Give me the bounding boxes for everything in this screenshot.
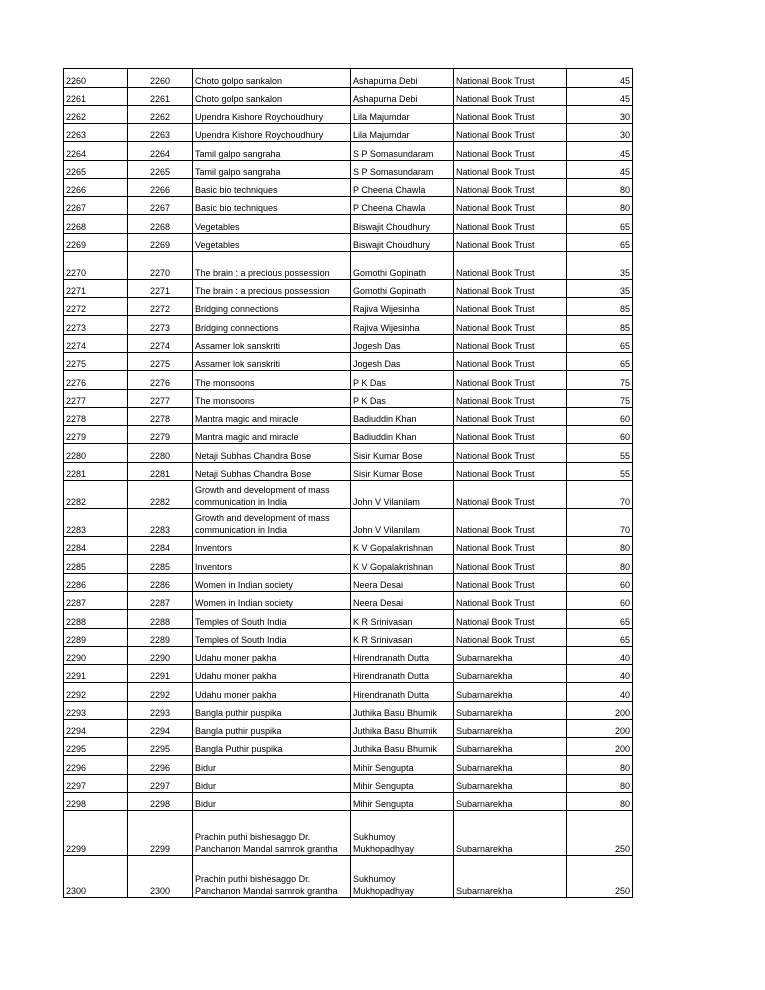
publisher-cell: National Book Trust — [454, 537, 567, 555]
table-row — [64, 124, 633, 142]
accession-number-cell: 2278 — [64, 408, 128, 426]
price-cell: 200 — [567, 738, 633, 756]
accession-number-cell: 2286 — [64, 574, 128, 592]
title-cell: Temples of South India — [193, 629, 351, 647]
title-cell: Tamil galpo sangraha — [193, 161, 351, 179]
accession-number-cell: 2279 — [64, 426, 128, 444]
publisher-cell: National Book Trust — [454, 280, 567, 298]
accession-number-cell: 2291 — [64, 665, 128, 683]
book-number-cell: 2286 — [128, 574, 193, 592]
author-cell: P K Das — [351, 371, 454, 390]
book-number-cell: 2299 — [128, 811, 193, 856]
table-row — [64, 408, 633, 426]
price-cell: 80 — [567, 197, 633, 215]
table-row — [64, 629, 633, 647]
title-cell: Vegetables — [193, 215, 351, 234]
accession-number-cell: 2282 — [64, 481, 128, 509]
book-number-cell: 2278 — [128, 408, 193, 426]
title-cell: Vegetables — [193, 234, 351, 252]
accession-number-cell: 2269 — [64, 234, 128, 252]
accession-number-cell: 2275 — [64, 353, 128, 371]
publisher-cell: National Book Trust — [454, 426, 567, 444]
accession-number-cell: 2273 — [64, 316, 128, 335]
title-cell: Women in Indian society — [193, 592, 351, 610]
publisher-cell: National Book Trust — [454, 161, 567, 179]
table-row — [64, 793, 633, 811]
accession-number-cell: 2292 — [64, 683, 128, 702]
table-row — [64, 197, 633, 215]
author-cell: Mihir Sengupta — [351, 793, 454, 811]
book-number-cell: 2289 — [128, 629, 193, 647]
book-number-cell: 2293 — [128, 702, 193, 720]
title-cell: Assamer lok sanskriti — [193, 335, 351, 353]
table-row — [64, 574, 633, 592]
book-number-cell: 2268 — [128, 215, 193, 234]
author-cell: Sisir Kumar Bose — [351, 463, 454, 481]
accession-number-cell: 2293 — [64, 702, 128, 720]
publisher-cell: National Book Trust — [454, 610, 567, 629]
accession-number-cell: 2281 — [64, 463, 128, 481]
publisher-cell: National Book Trust — [454, 69, 567, 88]
table-row — [64, 426, 633, 444]
author-cell: Neera Desai — [351, 592, 454, 610]
publisher-cell: National Book Trust — [454, 353, 567, 371]
author-cell: P Cheena Chawla — [351, 179, 454, 197]
author-cell: Sukhumoy Mukhopadhyay — [351, 811, 454, 856]
author-cell: Sukhumoy Mukhopadhyay — [351, 856, 454, 898]
author-cell: Sisir Kumar Bose — [351, 444, 454, 463]
book-number-cell: 2275 — [128, 353, 193, 371]
price-cell: 70 — [567, 509, 633, 537]
book-number-cell: 2267 — [128, 197, 193, 215]
publisher-cell: National Book Trust — [454, 444, 567, 463]
table-row — [64, 683, 633, 702]
author-cell: P K Das — [351, 390, 454, 408]
price-cell: 40 — [567, 665, 633, 683]
title-cell: Bidur — [193, 775, 351, 793]
title-cell: Bridging connections — [193, 316, 351, 335]
price-cell: 65 — [567, 610, 633, 629]
accession-number-cell: 2288 — [64, 610, 128, 629]
author-cell: Hirendranath Dutta — [351, 647, 454, 665]
table-row — [64, 88, 633, 106]
publisher-cell: Subarnarekha — [454, 793, 567, 811]
title-cell: Prachin puthi bishesaggo Dr. Panchanon Mandal samrok grantha — [193, 856, 351, 898]
book-number-cell: 2296 — [128, 756, 193, 775]
accession-number-cell: 2283 — [64, 509, 128, 537]
publisher-cell: Subarnarekha — [454, 856, 567, 898]
author-cell: Biswajit Choudhury — [351, 215, 454, 234]
author-cell: Hirendranath Dutta — [351, 665, 454, 683]
price-cell: 80 — [567, 793, 633, 811]
publisher-cell: National Book Trust — [454, 509, 567, 537]
title-cell: Bidur — [193, 793, 351, 811]
title-cell: Growth and development of mass communication in India — [193, 509, 351, 537]
author-cell: Badiuddin Khan — [351, 408, 454, 426]
table-row — [64, 555, 633, 574]
table-row — [64, 371, 633, 390]
book-number-cell: 2272 — [128, 298, 193, 316]
accession-number-cell: 2298 — [64, 793, 128, 811]
accession-number-cell: 2266 — [64, 179, 128, 197]
accession-number-cell: 2265 — [64, 161, 128, 179]
book-number-cell: 2284 — [128, 537, 193, 555]
title-cell: Udahu moner pakha — [193, 647, 351, 665]
publisher-cell: National Book Trust — [454, 574, 567, 592]
author-cell: John V Vilanilam — [351, 481, 454, 509]
publisher-cell: National Book Trust — [454, 335, 567, 353]
publisher-cell: Subarnarekha — [454, 738, 567, 756]
title-cell: Bangla puthir puspika — [193, 720, 351, 738]
table-row — [64, 463, 633, 481]
publisher-cell: Subarnarekha — [454, 811, 567, 856]
title-cell: Upendra Kishore Roychoudhury — [193, 106, 351, 124]
accession-number-cell: 2300 — [64, 856, 128, 898]
title-cell: Udahu moner pakha — [193, 665, 351, 683]
title-cell: Basic bio techniques — [193, 179, 351, 197]
price-cell: 200 — [567, 720, 633, 738]
publisher-cell: National Book Trust — [454, 106, 567, 124]
author-cell: Jogesh Das — [351, 335, 454, 353]
table-row — [64, 234, 633, 252]
table-row — [64, 856, 633, 898]
accession-number-cell: 2280 — [64, 444, 128, 463]
table-row — [64, 142, 633, 161]
book-number-cell: 2279 — [128, 426, 193, 444]
title-cell: Udahu moner pakha — [193, 683, 351, 702]
publisher-cell: National Book Trust — [454, 142, 567, 161]
book-number-cell: 2288 — [128, 610, 193, 629]
accession-number-cell: 2295 — [64, 738, 128, 756]
title-cell: Bidur — [193, 756, 351, 775]
author-cell: K R Srinivasan — [351, 629, 454, 647]
price-cell: 65 — [567, 335, 633, 353]
title-cell: Tamil galpo sangraha — [193, 142, 351, 161]
price-cell: 40 — [567, 683, 633, 702]
table-row — [64, 811, 633, 856]
price-cell: 45 — [567, 161, 633, 179]
table-row — [64, 537, 633, 555]
accession-number-cell: 2287 — [64, 592, 128, 610]
author-cell: Gomothi Gopinath — [351, 280, 454, 298]
publisher-cell: National Book Trust — [454, 197, 567, 215]
title-cell: Temples of South India — [193, 610, 351, 629]
publisher-cell: Subarnarekha — [454, 683, 567, 702]
price-cell: 80 — [567, 756, 633, 775]
title-cell: Upendra Kishore Roychoudhury — [193, 124, 351, 142]
title-cell: Bridging connections — [193, 298, 351, 316]
price-cell: 45 — [567, 142, 633, 161]
price-cell: 80 — [567, 555, 633, 574]
publisher-cell: National Book Trust — [454, 215, 567, 234]
price-cell: 65 — [567, 215, 633, 234]
accession-number-cell: 2274 — [64, 335, 128, 353]
author-cell: K V Gopalakrishnan — [351, 555, 454, 574]
title-cell: Prachin puthi bishesaggo Dr. Panchanon Mandal samrok grantha — [193, 811, 351, 856]
table-row — [64, 179, 633, 197]
title-cell: Choto golpo sankalon — [193, 88, 351, 106]
accession-number-cell: 2297 — [64, 775, 128, 793]
price-cell: 70 — [567, 481, 633, 509]
table-row — [64, 298, 633, 316]
accession-number-cell: 2277 — [64, 390, 128, 408]
accession-number-cell: 2267 — [64, 197, 128, 215]
price-cell: 200 — [567, 702, 633, 720]
table-row — [64, 775, 633, 793]
author-cell: Badiuddin Khan — [351, 426, 454, 444]
price-cell: 65 — [567, 234, 633, 252]
author-cell: K V Gopalakrishnan — [351, 537, 454, 555]
price-cell: 85 — [567, 316, 633, 335]
price-cell: 75 — [567, 390, 633, 408]
price-cell: 75 — [567, 371, 633, 390]
book-number-cell: 2270 — [128, 252, 193, 280]
book-number-cell: 2292 — [128, 683, 193, 702]
author-cell: Ashapurna Debi — [351, 88, 454, 106]
publisher-cell: National Book Trust — [454, 371, 567, 390]
publisher-cell: National Book Trust — [454, 390, 567, 408]
publisher-cell: National Book Trust — [454, 629, 567, 647]
price-cell: 65 — [567, 353, 633, 371]
price-cell: 40 — [567, 647, 633, 665]
price-cell: 30 — [567, 124, 633, 142]
title-cell: Inventors — [193, 537, 351, 555]
price-cell: 60 — [567, 574, 633, 592]
table-row — [64, 353, 633, 371]
table-row — [64, 610, 633, 629]
book-number-cell: 2261 — [128, 88, 193, 106]
publisher-cell: National Book Trust — [454, 234, 567, 252]
publisher-cell: National Book Trust — [454, 408, 567, 426]
author-cell: S P Somasundaram — [351, 142, 454, 161]
book-number-cell: 2274 — [128, 335, 193, 353]
author-cell: Lila Majumdar — [351, 106, 454, 124]
accession-number-cell: 2284 — [64, 537, 128, 555]
book-number-cell: 2300 — [128, 856, 193, 898]
catalog-table-body — [64, 69, 633, 898]
title-cell: Inventors — [193, 555, 351, 574]
table-row — [64, 738, 633, 756]
table-row — [64, 161, 633, 179]
table-row — [64, 335, 633, 353]
catalog-table — [63, 68, 633, 898]
book-number-cell: 2273 — [128, 316, 193, 335]
publisher-cell: National Book Trust — [454, 179, 567, 197]
table-row — [64, 106, 633, 124]
accession-number-cell: 2261 — [64, 88, 128, 106]
publisher-cell: Subarnarekha — [454, 775, 567, 793]
accession-number-cell: 2285 — [64, 555, 128, 574]
title-cell: The brain : a precious possession — [193, 252, 351, 280]
publisher-cell: National Book Trust — [454, 252, 567, 280]
accession-number-cell: 2264 — [64, 142, 128, 161]
table-row — [64, 756, 633, 775]
accession-number-cell: 2276 — [64, 371, 128, 390]
table-row — [64, 665, 633, 683]
title-cell: Bangla puthir puspika — [193, 702, 351, 720]
publisher-cell: National Book Trust — [454, 592, 567, 610]
accession-number-cell: 2299 — [64, 811, 128, 856]
book-number-cell: 2276 — [128, 371, 193, 390]
author-cell: Neera Desai — [351, 574, 454, 592]
price-cell: 60 — [567, 408, 633, 426]
author-cell: Mihir Sengupta — [351, 756, 454, 775]
publisher-cell: National Book Trust — [454, 88, 567, 106]
title-cell: Assamer lok sanskriti — [193, 353, 351, 371]
price-cell: 45 — [567, 88, 633, 106]
author-cell: Biswajit Choudhury — [351, 234, 454, 252]
publisher-cell: Subarnarekha — [454, 756, 567, 775]
publisher-cell: National Book Trust — [454, 124, 567, 142]
author-cell: Juthika Basu Bhumik — [351, 738, 454, 756]
book-number-cell: 2291 — [128, 665, 193, 683]
title-cell: Choto golpo sankalon — [193, 69, 351, 88]
price-cell: 35 — [567, 252, 633, 280]
table-row — [64, 509, 633, 537]
book-number-cell: 2282 — [128, 481, 193, 509]
accession-number-cell: 2263 — [64, 124, 128, 142]
accession-number-cell: 2290 — [64, 647, 128, 665]
accession-number-cell: 2271 — [64, 280, 128, 298]
price-cell: 65 — [567, 629, 633, 647]
title-cell: The brain : a precious possession — [193, 280, 351, 298]
table-row — [64, 215, 633, 234]
author-cell: Jogesh Das — [351, 353, 454, 371]
price-cell: 250 — [567, 856, 633, 898]
publisher-cell: National Book Trust — [454, 298, 567, 316]
table-row — [64, 592, 633, 610]
publisher-cell: National Book Trust — [454, 481, 567, 509]
table-row — [64, 390, 633, 408]
publisher-cell: Subarnarekha — [454, 665, 567, 683]
author-cell: P Cheena Chawla — [351, 197, 454, 215]
accession-number-cell: 2294 — [64, 720, 128, 738]
book-number-cell: 2295 — [128, 738, 193, 756]
price-cell: 250 — [567, 811, 633, 856]
author-cell: Rajiva Wijesinha — [351, 298, 454, 316]
book-number-cell: 2266 — [128, 179, 193, 197]
accession-number-cell: 2260 — [64, 69, 128, 88]
table-row — [64, 702, 633, 720]
author-cell: Ashapurna Debi — [351, 69, 454, 88]
book-number-cell: 2264 — [128, 142, 193, 161]
title-cell: Women in Indian society — [193, 574, 351, 592]
title-cell: Basic bio techniques — [193, 197, 351, 215]
book-number-cell: 2285 — [128, 555, 193, 574]
accession-number-cell: 2268 — [64, 215, 128, 234]
accession-number-cell: 2289 — [64, 629, 128, 647]
author-cell: Gomothi Gopinath — [351, 252, 454, 280]
accession-number-cell: 2272 — [64, 298, 128, 316]
author-cell: Rajiva Wijesinha — [351, 316, 454, 335]
author-cell: Mihir Sengupta — [351, 775, 454, 793]
table-row — [64, 316, 633, 335]
table-row — [64, 280, 633, 298]
table-row — [64, 69, 633, 88]
table-row — [64, 481, 633, 509]
publisher-cell: National Book Trust — [454, 555, 567, 574]
publisher-cell: Subarnarekha — [454, 720, 567, 738]
price-cell: 55 — [567, 463, 633, 481]
book-number-cell: 2260 — [128, 69, 193, 88]
price-cell: 80 — [567, 179, 633, 197]
title-cell: The monsoons — [193, 390, 351, 408]
publisher-cell: Subarnarekha — [454, 647, 567, 665]
book-number-cell: 2281 — [128, 463, 193, 481]
accession-number-cell: 2262 — [64, 106, 128, 124]
book-number-cell: 2262 — [128, 106, 193, 124]
book-number-cell: 2283 — [128, 509, 193, 537]
price-cell: 80 — [567, 537, 633, 555]
book-number-cell: 2269 — [128, 234, 193, 252]
book-number-cell: 2298 — [128, 793, 193, 811]
author-cell: Hirendranath Dutta — [351, 683, 454, 702]
book-number-cell: 2294 — [128, 720, 193, 738]
table-row — [64, 252, 633, 280]
accession-number-cell: 2270 — [64, 252, 128, 280]
book-number-cell: 2290 — [128, 647, 193, 665]
author-cell: John V Vilanilam — [351, 509, 454, 537]
title-cell: Mantra magic and miracle — [193, 408, 351, 426]
book-number-cell: 2277 — [128, 390, 193, 408]
title-cell: Netaji Subhas Chandra Bose — [193, 463, 351, 481]
price-cell: 60 — [567, 592, 633, 610]
author-cell: Lila Majumdar — [351, 124, 454, 142]
price-cell: 30 — [567, 106, 633, 124]
book-number-cell: 2265 — [128, 161, 193, 179]
accession-number-cell: 2296 — [64, 756, 128, 775]
title-cell: Mantra magic and miracle — [193, 426, 351, 444]
table-row — [64, 444, 633, 463]
publisher-cell: National Book Trust — [454, 316, 567, 335]
book-number-cell: 2297 — [128, 775, 193, 793]
publisher-cell: National Book Trust — [454, 463, 567, 481]
author-cell: Juthika Basu Bhumik — [351, 720, 454, 738]
price-cell: 45 — [567, 69, 633, 88]
author-cell: Juthika Basu Bhumik — [351, 702, 454, 720]
price-cell: 35 — [567, 280, 633, 298]
price-cell: 60 — [567, 426, 633, 444]
table-row — [64, 647, 633, 665]
author-cell: S P Somasundaram — [351, 161, 454, 179]
author-cell: K R Srinivasan — [351, 610, 454, 629]
price-cell: 80 — [567, 775, 633, 793]
title-cell: Growth and development of mass communication in India — [193, 481, 351, 509]
title-cell: Netaji Subhas Chandra Bose — [193, 444, 351, 463]
book-number-cell: 2280 — [128, 444, 193, 463]
publisher-cell: Subarnarekha — [454, 702, 567, 720]
table-row — [64, 720, 633, 738]
book-number-cell: 2263 — [128, 124, 193, 142]
price-cell: 55 — [567, 444, 633, 463]
price-cell: 85 — [567, 298, 633, 316]
title-cell: Bangla Puthir puspika — [193, 738, 351, 756]
book-number-cell: 2271 — [128, 280, 193, 298]
title-cell: The monsoons — [193, 371, 351, 390]
book-number-cell: 2287 — [128, 592, 193, 610]
